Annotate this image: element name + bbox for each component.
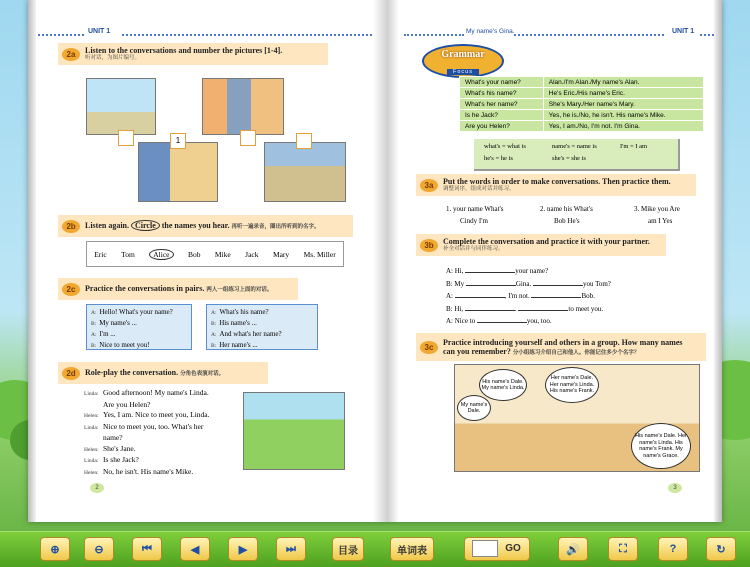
zoom-out-button[interactable]: [84, 537, 114, 561]
contents-button[interactable]: 目录: [332, 537, 364, 561]
help-icon: ?: [669, 543, 677, 555]
speaker-label: A:: [91, 310, 97, 316]
picture-lockers: [202, 78, 284, 135]
conversation-line: [211, 307, 313, 318]
sound-button[interactable]: [558, 537, 588, 561]
picture-playground: [86, 78, 156, 135]
contraction: name's = name is: [552, 143, 597, 150]
dialog-line: [84, 400, 234, 411]
prev-page-icon: ◀: [190, 543, 200, 556]
conversation-line: [211, 318, 313, 329]
fill-line: [446, 316, 552, 325]
line-text: My name's ...: [99, 319, 137, 327]
grammar-cell: Is he Jack?: [460, 110, 544, 121]
prev-page-button[interactable]: [180, 537, 210, 561]
contraction-box: [474, 139, 680, 171]
next-page-icon: ▶: [238, 543, 248, 556]
last-page-button[interactable]: [276, 537, 306, 561]
page-number-left: 2: [90, 483, 104, 493]
fill-line: [446, 291, 595, 300]
word-order-line: 1. your name What's: [446, 205, 504, 213]
page-number-input[interactable]: [472, 540, 498, 557]
vocabulary-button[interactable]: 单词表: [390, 537, 434, 561]
zoom-out-icon: ⊖: [94, 543, 104, 556]
line-text: B: Hi,: [446, 304, 465, 313]
speaker-label: Helen:: [84, 469, 99, 476]
word-order-line: am I Yes: [648, 217, 673, 225]
number-box[interactable]: [296, 133, 312, 149]
help-button[interactable]: [658, 537, 688, 561]
number-box[interactable]: [240, 130, 256, 146]
line-text: Yes, I am. Nice to meet you, Linda.: [103, 410, 210, 419]
speaker-icon: 🔊: [566, 543, 580, 556]
word-order-line: Bob He's: [554, 217, 580, 225]
fullscreen-button[interactable]: [608, 537, 638, 561]
section-2d: 2d Role-play the conversation. 分角色表演对话。: [58, 362, 268, 384]
back-button[interactable]: [706, 537, 736, 561]
conversation-box-1: [86, 304, 192, 350]
section-3b: 3b Complete the conversation and practice it with your partner. 补全对话并与同伴练习。: [416, 234, 666, 256]
blank-field[interactable]: [531, 291, 581, 298]
page-title: My name's Gina.: [466, 28, 515, 35]
grammar-row: [460, 99, 704, 110]
unit-label: UNIT 1: [672, 28, 695, 35]
speaker-label: Helen:: [84, 413, 99, 419]
speaker-label: Helen:: [84, 446, 99, 453]
conversation-line: [211, 340, 313, 351]
line-text: Bob.: [581, 292, 595, 300]
contraction: what's = what is: [484, 143, 526, 150]
fill-line: [446, 304, 603, 313]
speaker-label: B:: [91, 343, 97, 349]
zoom-in-button[interactable]: [40, 537, 70, 561]
line-text: His name's ...: [219, 319, 257, 327]
conversation-line: [91, 329, 187, 340]
word-order-line: 3. Mike you Are: [634, 205, 680, 213]
line-text: No, he isn't. His name's Mike.: [103, 466, 194, 476]
speaker-label: Linda:: [84, 391, 99, 397]
line-text: A: Nice to: [446, 317, 477, 325]
grammar-cell: Yes, he is./No, he isn't. His name's Mike.: [543, 110, 703, 121]
section-2a: 2a Listen to the conversations and number the pictures [1-4]. 听对话，为图片编号。: [58, 43, 328, 65]
grammar-focus-badge: Grammar Focus: [422, 44, 504, 78]
unit-label: UNIT 1: [88, 28, 111, 35]
section-2b: 2b Listen again. Circle the names you hear. 再听一遍录音，圈出所听到的名字。: [58, 215, 353, 237]
section-3a: 3a Put the words in order to make conversations. Then practice them. 调整词序，组成对话并练习。: [416, 174, 696, 196]
line-text: And what's her name?: [219, 330, 282, 338]
grammar-cell: Alan./I'm Alan./My name's Alan.: [543, 77, 703, 88]
fill-line: [446, 279, 611, 288]
role-play-dialog: [84, 388, 234, 478]
grammar-cell: He's Eric./His name's Eric.: [543, 88, 703, 99]
left-page[interactable]: [38, 0, 370, 522]
dialog-line: [84, 422, 234, 434]
fullscreen-icon: ⛶: [619, 542, 627, 555]
speaker-label: A:: [211, 310, 217, 316]
grammar-cell: She's Mary./Her name's Mary.: [543, 99, 703, 110]
blank-field[interactable]: [477, 316, 527, 323]
zoom-in-icon: ⊕: [50, 543, 60, 556]
conversation-line: [91, 318, 187, 329]
speaker-label: B:: [91, 321, 97, 327]
first-page-icon: ⏮: [142, 542, 152, 555]
blank-field[interactable]: [533, 279, 583, 286]
dialog-line: [84, 388, 234, 400]
picture-group-introductions: His name's Dale. My name's Linda. Her name's Dale. Her name's Linda. His name's Frank. My name's Dale. His name's Dale. Her name's Linda. His name's Frank. My name's Grace.: [454, 364, 700, 472]
grammar-table: [459, 76, 704, 132]
speaker-label: A:: [211, 332, 217, 338]
name-option[interactable]: Tom: [121, 249, 135, 259]
grammar-cell: Yes, I am./No, I'm not. I'm Gina.: [543, 121, 703, 132]
last-page-icon: ⏭: [286, 542, 296, 555]
dialog-line: [84, 433, 234, 444]
dialog-line: [84, 467, 234, 479]
fill-line: [446, 266, 548, 275]
line-text: Nice to meet you, too. What's her: [103, 421, 204, 431]
grammar-cell: What's her name?: [460, 99, 544, 110]
line-text: name?: [103, 433, 123, 442]
line-text: you Tom?: [582, 279, 611, 288]
name-option[interactable]: Ms. Miller: [303, 249, 336, 259]
grammar-cell: What's your name?: [460, 77, 544, 88]
section-3c: 3c Practice introducing yourself and others in a group. How many names can you remember? 分小组练习介绍自己和他人。你能记住多少个名字？: [416, 333, 706, 361]
word-order-line: Cindy I'm: [460, 217, 488, 225]
next-page-button[interactable]: [228, 537, 258, 561]
blank-field[interactable]: [465, 266, 515, 273]
go-button[interactable]: GO: [505, 542, 521, 554]
grammar-row: [460, 121, 704, 132]
conversation-line: [91, 307, 187, 318]
blank-field[interactable]: [518, 304, 568, 311]
picture-hallway: [138, 142, 218, 202]
picture-park: [243, 392, 345, 470]
name-option[interactable]: Alice: [149, 249, 173, 260]
number-box-example: 1: [170, 133, 186, 149]
line-text: Hello! What's your name?: [99, 308, 173, 316]
grammar-cell: Are you Helen?: [460, 121, 544, 132]
picture-classroom: [264, 142, 346, 202]
line-text: I'm ...: [99, 330, 116, 338]
line-text: Good afternoon! My name's Linda.: [103, 388, 209, 397]
open-book: [28, 0, 722, 522]
line-text: , I'm not.: [504, 292, 532, 300]
blank-field[interactable]: [465, 304, 515, 311]
word-order-line: 2. name his What's: [540, 205, 593, 213]
first-page-button[interactable]: [132, 537, 162, 561]
blank-field[interactable]: [466, 279, 516, 286]
page-number-right: 3: [668, 483, 682, 493]
conversation-line: [211, 329, 313, 340]
line-text: you, too.: [526, 317, 552, 325]
contraction: I'm = I am: [620, 143, 648, 150]
line-text: Nice to meet you!: [99, 341, 150, 349]
name-option[interactable]: Jack: [245, 249, 259, 259]
name-option[interactable]: Mike: [214, 249, 231, 259]
dialog-line: [84, 444, 234, 456]
dialog-line: [84, 455, 234, 467]
line-text: B: My: [446, 279, 466, 288]
contraction: he's = he is: [484, 155, 513, 162]
name-option[interactable]: Bob: [187, 249, 201, 259]
dialog-line: [84, 410, 234, 422]
grammar-cell: What's his name?: [460, 88, 544, 99]
line-text: Her name's ...: [219, 341, 258, 349]
speaker-label: Linda:: [84, 458, 99, 464]
line-text: to meet you.: [568, 304, 604, 313]
line-text: .: [514, 304, 519, 313]
line-text: Is she Jack?: [103, 455, 139, 464]
book-spine: [373, 0, 399, 522]
section-2c: 2c Practice the conversations in pairs. 两人一组练习上面的对话。: [58, 278, 298, 300]
contraction: she's = she is: [552, 155, 586, 162]
conversation-line: [91, 340, 187, 351]
grammar-row: [460, 88, 704, 99]
conversation-box-2: [206, 304, 318, 350]
line-text: your name?: [515, 267, 549, 275]
speaker-label: B:: [211, 321, 217, 327]
name-option[interactable]: Eric: [94, 249, 107, 259]
line-text: A:: [446, 292, 455, 300]
line-text: What's his name?: [219, 308, 269, 316]
names-box: [86, 241, 344, 267]
line-text: Are you Helen?: [103, 399, 151, 409]
speaker-label: B:: [211, 343, 217, 349]
line-text: Gina.: [515, 279, 533, 288]
name-option[interactable]: Mary: [272, 249, 290, 259]
number-box[interactable]: [118, 130, 134, 146]
speaker-label: A:: [91, 332, 97, 338]
line-text: She's Jane.: [103, 443, 136, 453]
line-text: A: Hi,: [446, 267, 466, 275]
grammar-row: [460, 77, 704, 88]
speaker-label: Linda:: [84, 424, 99, 431]
blank-field[interactable]: [455, 291, 505, 298]
back-icon: ↻: [716, 543, 726, 556]
grammar-row: [460, 110, 704, 121]
